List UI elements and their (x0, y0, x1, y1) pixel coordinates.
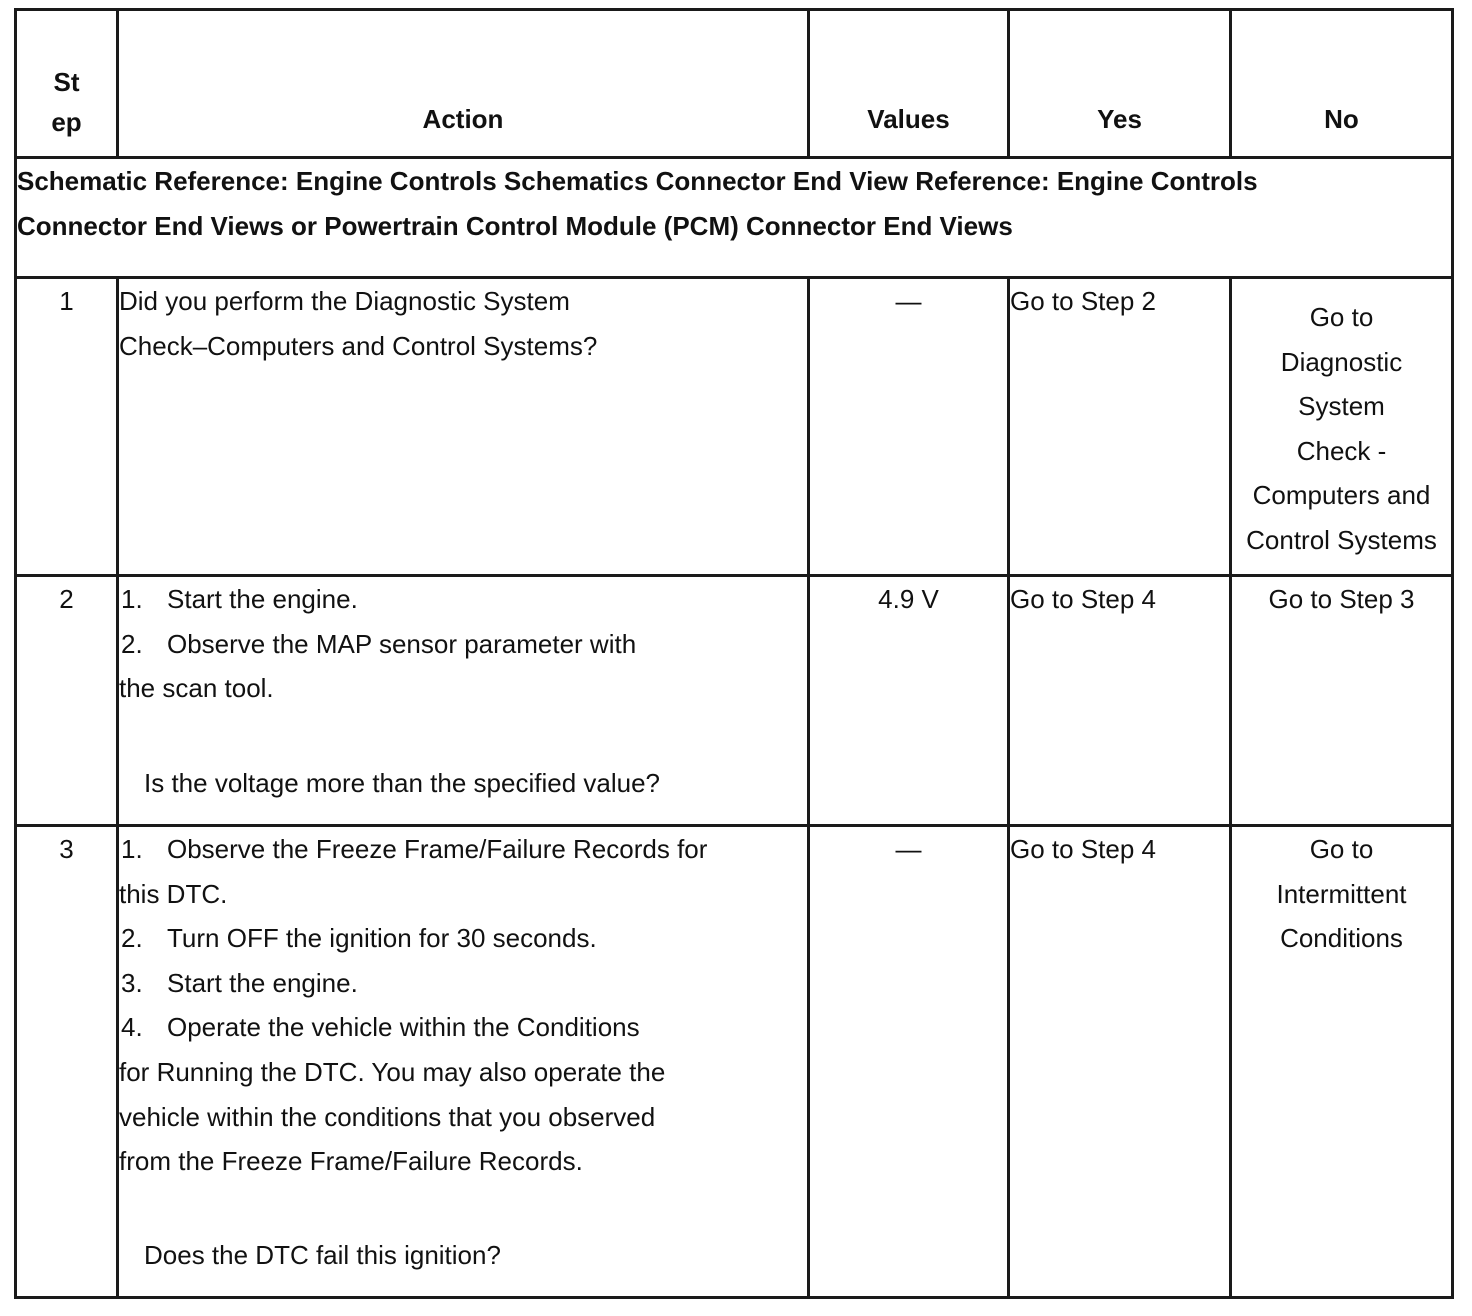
action-continuation: vehicle within the conditions that you observed (119, 1101, 656, 1132)
action-item (119, 1005, 807, 1050)
action-cell (118, 576, 809, 826)
item-text: Observe the Freeze Frame/Failure Records for (167, 834, 708, 864)
value-cell: 4.9 V (809, 576, 1009, 826)
action-item (119, 622, 807, 667)
column-header-values: Values (809, 10, 1009, 158)
action-continuation: this DTC. (119, 878, 228, 909)
item-number: 4. (121, 1012, 143, 1043)
step-number: 1 (16, 278, 118, 576)
action-item (119, 827, 807, 872)
no-line: Computers and (1252, 480, 1431, 511)
action-item (119, 577, 807, 622)
action-item (119, 916, 807, 961)
item-number: 2. (121, 628, 143, 659)
action-cell (118, 278, 809, 576)
reference-row (16, 158, 1453, 278)
no-cell (1231, 278, 1453, 576)
no-line: System (1298, 391, 1385, 422)
step-number: 2 (16, 576, 118, 826)
diagnostic-table (14, 8, 1454, 1299)
no-line: Conditions (1280, 923, 1403, 954)
schematic-reference (16, 158, 1453, 278)
item-number: 2. (121, 923, 143, 954)
column-header-yes: Yes (1009, 10, 1231, 158)
reference-line2: Connector End Views or Powertrain Control Module (PCM) Connector End Views (17, 210, 1013, 241)
action-question: Is the voltage more than the specified value? (144, 768, 660, 799)
action-line: Did you perform the Diagnostic System (119, 286, 570, 316)
item-text: Start the engine. (167, 584, 358, 614)
no-line: Go to (1309, 302, 1374, 332)
action-line: Check–Computers and Control Systems? (119, 330, 598, 361)
item-text: Turn OFF the ignition for 30 seconds. (167, 923, 597, 954)
item-text: Start the engine. (167, 967, 358, 998)
step-header-line2: ep (51, 107, 82, 137)
column-header-no: No (1231, 10, 1453, 158)
action-continuation: for Running the DTC. You may also operate the (119, 1056, 666, 1087)
no-line: Diagnostic (1280, 346, 1403, 377)
no-line: Check - (1296, 435, 1387, 466)
yes-cell: Go to Step 4 (1009, 826, 1231, 1298)
item-text: Operate the vehicle within the Conditions (167, 1012, 640, 1043)
yes-cell: Go to Step 2 (1009, 278, 1231, 576)
column-header-action: Action (118, 10, 809, 158)
no-line: Intermittent (1276, 878, 1407, 909)
no-line: Control Systems (1246, 524, 1437, 555)
item-number: 1. (121, 834, 143, 864)
action-item (119, 961, 807, 1006)
table-row (16, 278, 1453, 576)
item-text: Observe the MAP sensor parameter with (167, 628, 637, 659)
column-header-step (16, 10, 118, 158)
value-cell: — (809, 826, 1009, 1298)
action-cell (118, 826, 809, 1298)
step-header-line1: St (53, 67, 80, 97)
table-row (16, 826, 1453, 1298)
action-continuation: the scan tool. (119, 673, 274, 704)
no-line: Go to (1309, 834, 1374, 864)
yes-cell: Go to Step 4 (1009, 576, 1231, 826)
item-number: 3. (121, 967, 143, 998)
step-number: 3 (16, 826, 118, 1298)
table-header-row (16, 10, 1453, 158)
value-cell: — (809, 278, 1009, 576)
item-number: 1. (121, 584, 143, 614)
table-row (16, 576, 1453, 826)
reference-line1: Schematic Reference: Engine Controls Schematics Connector End View Reference: Engine Controls (17, 166, 1258, 196)
action-continuation: from the Freeze Frame/Failure Records. (119, 1146, 583, 1177)
no-cell: Go to Step 3 (1231, 576, 1453, 826)
no-cell (1231, 826, 1453, 1298)
action-question: Does the DTC fail this ignition? (144, 1240, 501, 1271)
